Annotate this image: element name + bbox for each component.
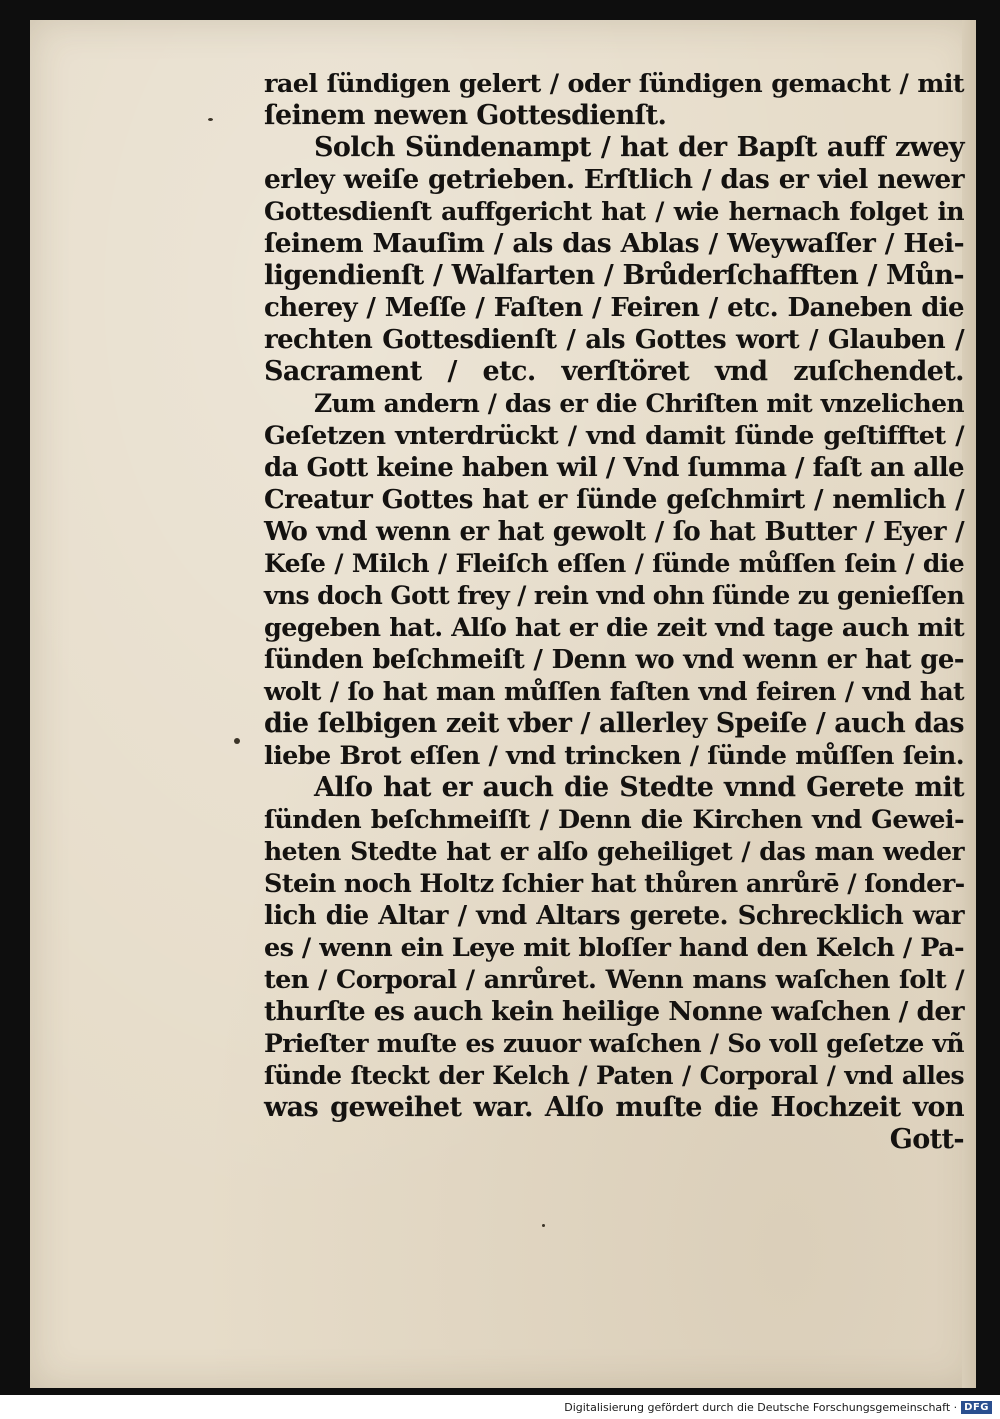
text-line: Sacrament / etc. verſtöret vnd zuſchendet.	[264, 356, 964, 387]
text-line: thurſte es auch kein heilige Nonne waſchen / der	[264, 996, 964, 1027]
text-line: ſeinem Mauſim / als das Ablas / Weywaſſer / Hei-	[264, 228, 964, 259]
text-line: rael ſündigen gelert / oder ſündigen gemacht / mit	[264, 69, 964, 99]
dfg-logo: DFG	[961, 1401, 992, 1414]
text-line: vns doch Gott frey / rein vnd ohn ſünde zu genieſſen	[264, 581, 965, 610]
text-line: Prieſter muſte es zuuor waſchen / So voll geſetze vñ	[264, 1029, 964, 1058]
digitization-footer	[0, 1395, 1000, 1419]
text-line: lich die Altar / vnd Altars gerete. Schrecklich war	[264, 901, 964, 931]
ink-speck	[234, 738, 240, 744]
ink-speck	[542, 1224, 545, 1227]
ink-speck	[208, 118, 213, 121]
text-line: Zum andern / das er die Chriſten mit vnzelichen	[314, 389, 964, 418]
text-line: Wo vnd wenn er hat gewolt / ſo hat Butter / Eyer /	[264, 517, 964, 547]
page-text	[264, 68, 964, 1156]
text-line: Geſetzen vnterdrückt / vnd damit ſünde geſtifftet /	[264, 421, 964, 451]
text-line: cherey / Meſſe / Faſten / Feiren / etc. Daneben die	[264, 293, 964, 323]
text-line: Keſe / Milch / Fleiſch eſſen / ſünde můſſen ſein / die	[264, 549, 964, 578]
text-line: ſünde ſteckt der Kelch / Paten / Corporal / vnd alles	[264, 1061, 964, 1090]
text-line: Gottesdienſt auffgericht hat / wie hernach folget in	[264, 197, 964, 226]
text-line: es / wenn ein Leye mit bloſſer hand den Kelch / Pa-	[264, 933, 964, 963]
text-line: rechten Gottesdienſt / als Gottes wort / Glauben /	[264, 325, 964, 355]
text-line: ſünden beſchmeiſſt / Denn die Kirchen vnd Gewei-	[264, 805, 964, 835]
text-line: Stein noch Holtz ſchier hat thůren anrůrē / ſonder-	[264, 869, 965, 899]
text-line: ſünden beſchmeiſt / Denn wo vnd wenn er hat ge-	[264, 645, 964, 675]
funding-notice: Digitalisierung gefördert durch die Deutsche Forschungsgemeinschaft ·	[564, 1400, 958, 1414]
catchword: Gott-	[889, 1124, 964, 1155]
text-line: wolt / ſo hat man můſſen faſten vnd feiren / vnd hat	[264, 677, 964, 706]
text-line: erley weiſe getrieben. Erſtlich / das er viel newer	[264, 164, 964, 195]
text-line: ligendienſt / Walfarten / Brůderſchafften / Můn-	[264, 260, 964, 291]
text-line: liebe Brot eſſen / vnd trincken / ſünde můſſen ſein.	[264, 741, 964, 771]
text-line: die ſelbigen zeit vber / allerley Speiſe / auch das	[264, 708, 964, 739]
text-line: was geweihet war. Alſo muſte die Hochzeit von	[264, 1092, 964, 1123]
text-line: gegeben hat. Alſo hat er die zeit vnd tage auch mit	[264, 613, 964, 643]
text-line: Creatur Gottes hat er ſünde geſchmirt / nemlich /	[264, 485, 964, 515]
text-line: ſeinem newen Gottesdienſt.	[264, 100, 667, 131]
text-line: Solch Sündenampt / hat der Bapſt auff zwey	[314, 132, 964, 163]
text-line: Alſo hat er auch die Stedte vnnd Gerete mit	[314, 772, 964, 803]
text-line: da Gott keine haben wil / Vnd ſumma / faſt an alle	[264, 453, 964, 483]
text-line: heten Stedte hat er alſo geheiliget / das man weder	[264, 837, 964, 866]
text-line: ten / Corporal / anrůret. Wenn mans waſchen ſolt /	[264, 965, 964, 995]
page-edge	[962, 20, 976, 1388]
